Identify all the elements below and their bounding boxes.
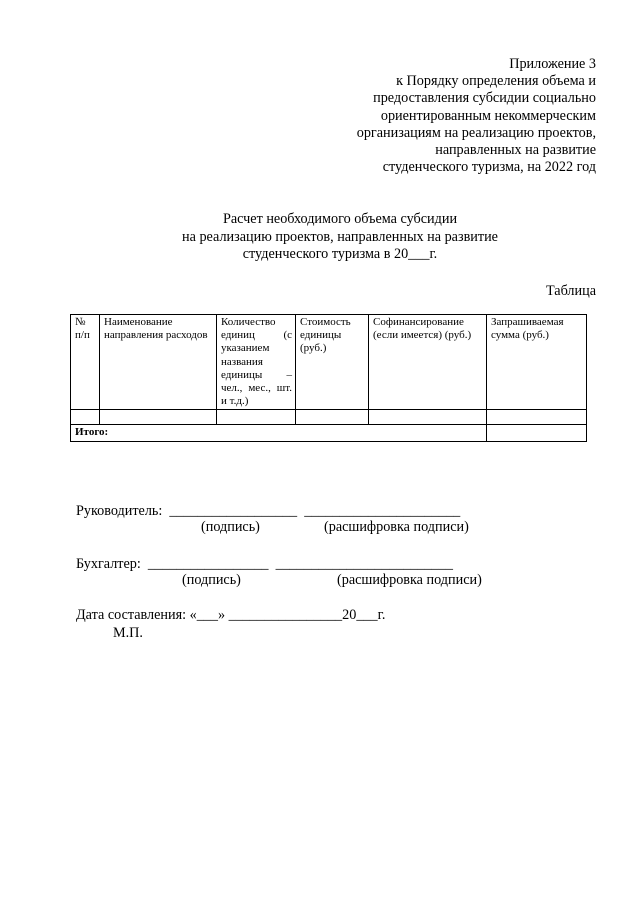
total-value-cell[interactable] bbox=[487, 425, 587, 441]
title-line: Расчет необходимого объема субсидии bbox=[222, 211, 458, 227]
seal-place: М.П. bbox=[113, 625, 143, 641]
header-cofinancing: Софинансирование (если имеется) (руб.) bbox=[369, 315, 487, 410]
appendix-line: направленных на развитие bbox=[435, 142, 596, 159]
head-signature-line: Руководитель: __________________ ______________________ bbox=[76, 503, 461, 519]
table-cell[interactable] bbox=[100, 410, 217, 425]
table-cell[interactable] bbox=[217, 410, 296, 425]
document-title bbox=[0, 211, 640, 264]
total-row bbox=[71, 425, 587, 441]
header-number: № п/п bbox=[71, 315, 100, 410]
header-expense-name: Наименование направления расходов bbox=[100, 315, 217, 410]
table-label: Таблица bbox=[545, 283, 596, 299]
head-signature-caption: (подпись) bbox=[201, 519, 260, 535]
appendix-line: к Порядку определения объема и bbox=[396, 73, 596, 90]
accountant-name-caption: (расшифровка подписи) bbox=[337, 572, 482, 588]
accountant-signature-line: Бухгалтер: _________________ _________________________ bbox=[76, 556, 453, 572]
subsidy-calculation-table bbox=[70, 314, 587, 442]
appendix-header bbox=[276, 56, 596, 176]
table-cell[interactable] bbox=[487, 410, 587, 425]
table-header-row bbox=[71, 315, 587, 410]
head-name-caption: (расшифровка подписи) bbox=[324, 519, 469, 535]
table-cell[interactable] bbox=[71, 410, 100, 425]
appendix-line: Приложение 3 bbox=[509, 56, 596, 72]
appendix-line: студенческого туризма, на 2022 год bbox=[382, 159, 596, 176]
table-cell[interactable] bbox=[296, 410, 369, 425]
accountant-signature-caption: (подпись) bbox=[182, 572, 241, 588]
compilation-date-line: Дата составления: «___» ________________20___г. bbox=[76, 607, 386, 623]
title-line: на реализацию проектов, направленных на развитие bbox=[182, 228, 498, 245]
appendix-line: предоставления субсидии социально bbox=[373, 90, 596, 107]
header-unit-cost: Стоимость единицы (руб.) bbox=[296, 315, 369, 410]
appendix-line: организациям на реализацию проектов, bbox=[356, 124, 596, 141]
total-label: Итого: bbox=[71, 425, 487, 441]
table-cell[interactable] bbox=[369, 410, 487, 425]
table-row bbox=[71, 410, 587, 425]
header-unit-count: Количество единиц (с указанием названия единицы – чел., мес., шт. и т.д.) bbox=[217, 315, 296, 410]
appendix-line: ориентированным некоммерческим bbox=[380, 107, 596, 124]
header-requested-sum: Запрашиваемая сумма (руб.) bbox=[487, 315, 587, 410]
title-line: студенческого туризма в 20___г. bbox=[242, 246, 438, 262]
